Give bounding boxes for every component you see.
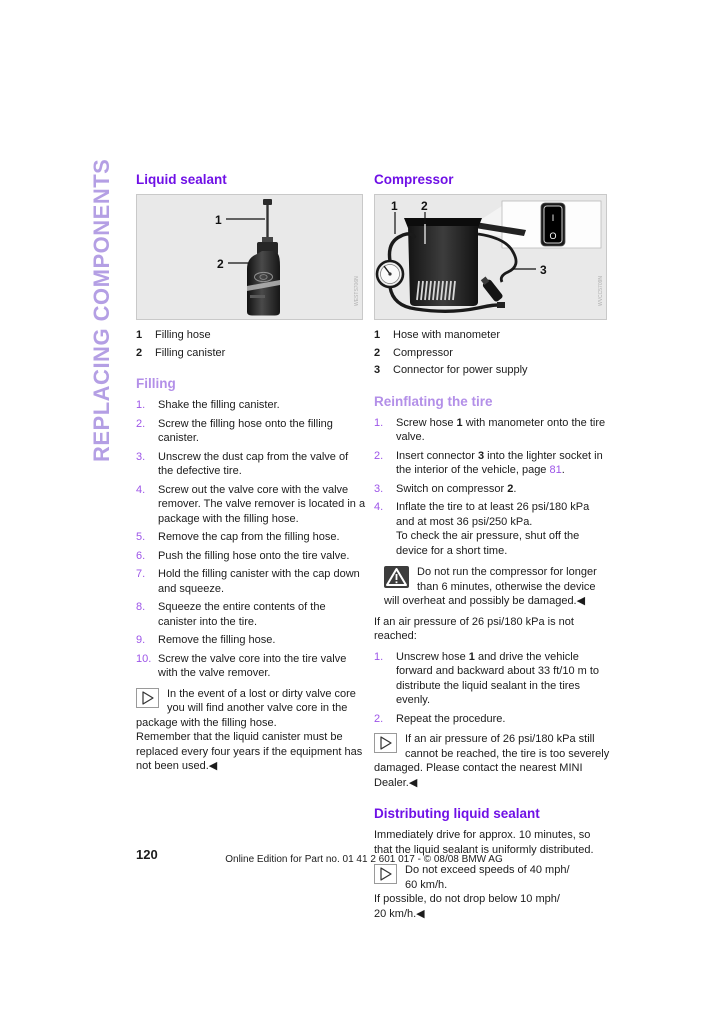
note-text: In the event of a lost or dirty valve core you will find another valve core in the package with the filling hose. [136, 687, 356, 729]
compressor-figure [374, 194, 607, 320]
figure-label-1: 1 [391, 199, 398, 213]
step-text: Shake the filling canister. [158, 399, 280, 411]
minimum-speed-para: If possible, do not drop below 10 mph/ 20 km/h.◀ [374, 893, 560, 920]
legend-text: Connector for power supply [393, 364, 528, 376]
step-item [136, 652, 366, 681]
legend-text: Filling canister [155, 346, 226, 359]
speed-note [374, 863, 610, 892]
step-item [374, 416, 610, 445]
legend-number: 1 [136, 329, 143, 341]
canister-replacement-note: Remember that the liquid canister must be replaced every four years if the equipment has not been used.◀ [136, 731, 363, 772]
step-text: Unscrew hose 1 and drive the vehicle forward and backward about 33 ft/10 m to distribute the liquid sealant in the tires evenly. [396, 650, 600, 706]
step-text: Screw out the valve core with the valve remover. The valve remover is located in a package with the filling hose. [158, 483, 366, 525]
legend-text: Filling hose [155, 329, 211, 341]
step-text: Screw hose 1 with manometer onto the tire valve. [396, 416, 606, 443]
step-number: 6. [136, 549, 146, 562]
step-text: Push the filling hose onto the tire valve. [158, 549, 350, 562]
step-item [374, 500, 610, 558]
step-item [136, 483, 366, 527]
page-link[interactable]: 81 [549, 464, 562, 476]
step-number: 2. [374, 449, 384, 462]
step-item [136, 600, 366, 629]
legend-text: Compressor [393, 346, 453, 359]
liquid-sealant-figure [136, 194, 363, 320]
step-number: 1. [136, 399, 146, 411]
distributing-heading: Distributing liquid sealant [374, 806, 540, 821]
legend-row [374, 345, 610, 363]
warning-text: Do not run the compressor for longer than 6 minutes, otherwise the device will overheat and possibly be damaged.◀ [384, 566, 597, 607]
step-item [136, 398, 366, 413]
reinflating-heading: Reinflating the tire [374, 393, 493, 409]
chapter-sidebar-label: REPLACING COMPONENTS [89, 158, 114, 462]
step-text: Squeeze the entire contents of the canister into the tire. [158, 601, 326, 628]
note-text: Do not exceed speeds of 40 mph/ 60 km/h. [405, 864, 570, 891]
distributing-para: Immediately drive for approx. 10 minutes, so that the liquid sealant is uniformly distributed. [374, 829, 594, 856]
legend-number: 3 [374, 364, 381, 376]
step-item [374, 482, 610, 497]
step-number: 9. [136, 634, 146, 646]
step-text: Insert connector 3 into the lighter socket in the interior of the vehicle, page 81. [396, 449, 603, 476]
step-item [136, 450, 366, 479]
step-item [374, 650, 610, 708]
liquid-sealant-heading: Liquid sealant [136, 172, 227, 187]
legend-row [374, 327, 610, 345]
figure-label-1: 1 [215, 213, 222, 227]
step-number: 3. [374, 482, 384, 495]
figure-label-2: 2 [421, 199, 428, 213]
note-icon [374, 864, 397, 884]
not-reached-steps [374, 650, 610, 727]
step-text: Remove the cap from the filling hose. [158, 531, 340, 543]
step-number: 7. [136, 568, 146, 580]
step-text: Screw the valve core into the tire valve with the valve remover. [158, 652, 347, 679]
right-column [374, 172, 610, 921]
legend-row [136, 345, 366, 363]
filling-heading: Filling [136, 376, 176, 391]
step-item [136, 549, 366, 564]
step-number: 5. [136, 531, 146, 543]
page-number: 120 [136, 847, 158, 862]
switch-off-mark: O [549, 231, 557, 241]
note-icon [374, 733, 397, 753]
step-number: 1. [374, 416, 384, 429]
step-item [136, 417, 366, 446]
step-text: Repeat the procedure. [396, 712, 506, 725]
compressor-legend [374, 327, 610, 380]
legend-text: Hose with manometer [393, 329, 500, 341]
compressor-warning [384, 565, 610, 609]
step-text: Inflate the tire to at least 26 psi/180 kPa and at most 36 psi/250 kPa. To check the air pressure, shut off the device for a short time. [396, 501, 590, 557]
step-number: 10. [136, 652, 152, 665]
step-number: 8. [136, 601, 146, 613]
step-number: 2. [136, 417, 146, 430]
legend-number: 2 [374, 346, 381, 359]
step-item [374, 712, 610, 727]
step-item [374, 449, 610, 478]
step-item [136, 633, 366, 648]
step-item [136, 530, 366, 545]
step-number: 3. [136, 450, 146, 463]
legend-number: 1 [374, 329, 381, 341]
legend-row [136, 327, 366, 345]
legend-row [374, 362, 610, 380]
switch-on-mark: I [551, 213, 555, 223]
edition-footer: Online Edition for Part no. 01 41 2 601 017 - © 08/08 BMW AG [225, 854, 503, 865]
step-item [136, 567, 366, 596]
figure-watermark: WVCC5709N [598, 275, 604, 306]
note-text: If an air pressure of 26 psi/180 kPa still cannot be reached, the tire is too severely damaged. Please contact the nearest MINI Dealer.◀ [374, 733, 610, 789]
figure-label-2: 2 [217, 257, 224, 271]
note-icon [136, 688, 159, 708]
step-text: Remove the filling hose. [158, 634, 276, 646]
figure-watermark: WESTS706N [354, 276, 360, 306]
step-text: Screw the filling hose onto the filling canister. [158, 417, 333, 444]
step-text: Unscrew the dust cap from the valve of the defective tire. [158, 450, 349, 477]
step-number: 2. [374, 712, 384, 725]
power-switch-inset [502, 201, 601, 248]
compressor-heading: Compressor [374, 172, 454, 187]
figure-label-3: 3 [540, 263, 547, 277]
mini-dealer-note [374, 732, 610, 790]
left-column [136, 172, 366, 774]
step-text: Switch on compressor 2. [396, 482, 517, 495]
filling-steps [136, 398, 366, 681]
reinflating-steps [374, 416, 610, 559]
step-text: Hold the filling canister with the cap down and squeeze. [158, 568, 360, 595]
step-number: 4. [136, 483, 146, 496]
legend-number: 2 [136, 346, 143, 359]
warning-icon [384, 566, 409, 588]
liquid-sealant-legend [136, 327, 366, 362]
step-number: 4. [374, 501, 384, 513]
step-number: 1. [374, 650, 384, 663]
valve-core-note [136, 687, 366, 731]
pressure-not-reached-intro: If an air pressure of 26 psi/180 kPa is not reached: [374, 615, 574, 642]
